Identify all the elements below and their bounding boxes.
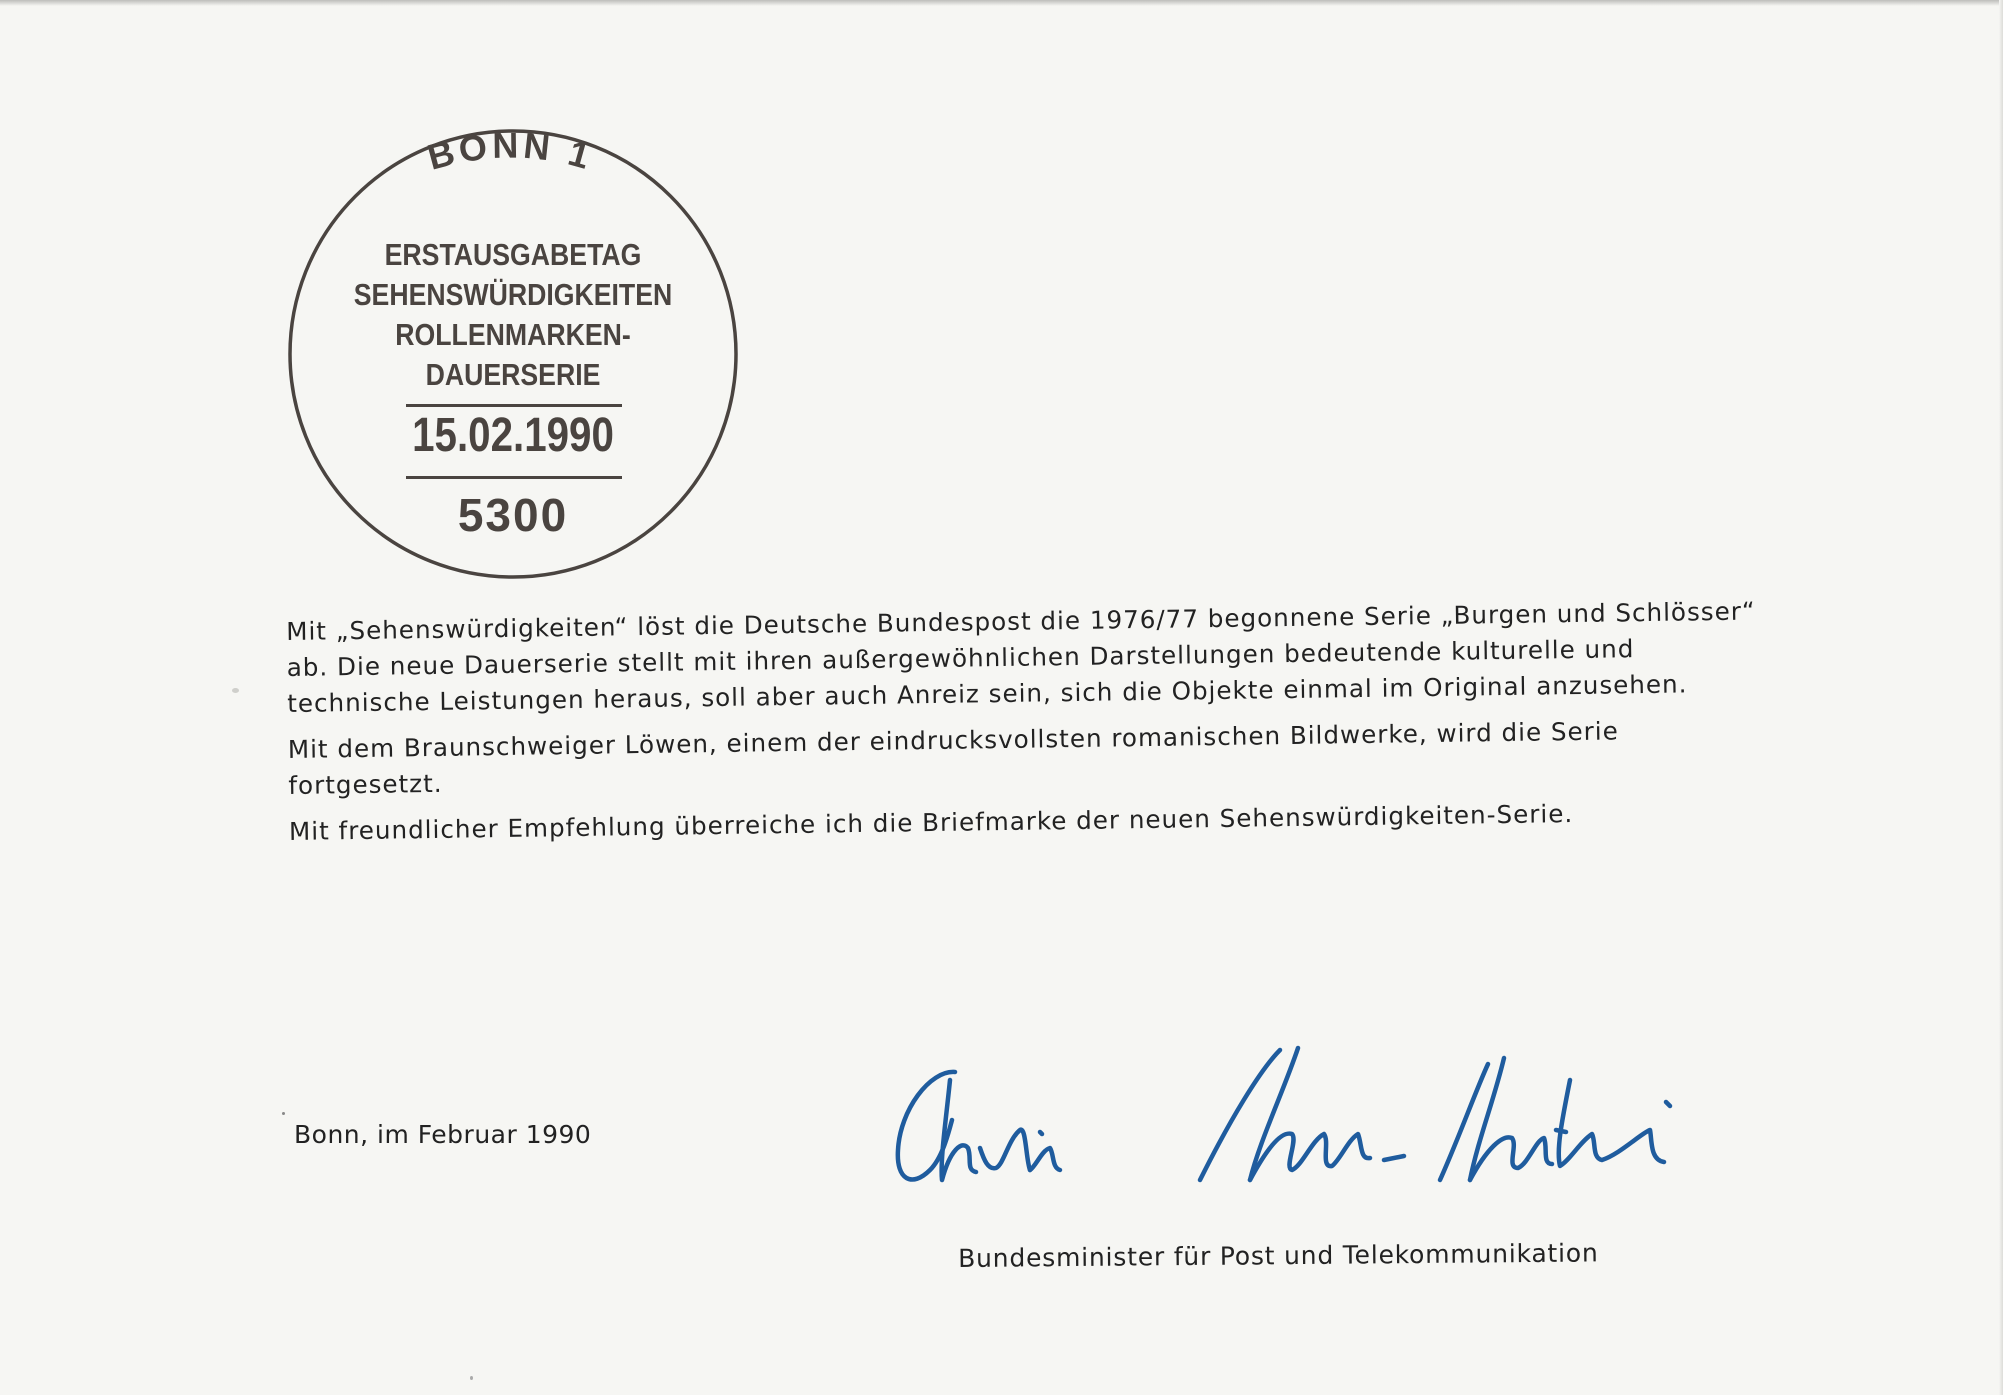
paper-speck [470,1376,473,1380]
right-edge [1999,0,2003,1395]
letter-body [286,593,1759,860]
postmark-line-1: ERSTAUSGABETAG [384,237,642,272]
postmark-upper-rule [406,404,622,407]
letter-paragraph-1: Mit „Sehenswürdigkeiten“ löst die Deutsche Bundespost die 1976/77 begonnene Serie „Burgen und Schlösser“ ab. Die neue Dauerserie stellt mit ihren außergewöhnlichen Darstellungen bedeutende kulturelle und technische Leistungen heraus, soll aber auch Anreiz sein, sich die Objekte einmal im Original anzusehen. [286,596,1756,718]
letter-paragraph-2: Mit dem Braunschweiger Löwen, einem der eindrucksvollsten romanischen Bildwerke, wird die Serie fortgesetzt. [287,716,1619,800]
postmark-line-2: SEHENSWÜRDIGKEITEN [353,277,673,312]
postmark-line-4: DAUERSERIE [425,357,601,392]
postmark-line-3: ROLLENMARKEN- [395,317,631,352]
postmark-lower-rule [406,476,622,479]
postmark-stamp [278,126,748,582]
place-and-date: Bonn, im Februar 1990 [294,1120,592,1149]
postmark-city: BONN 1 [423,126,599,178]
paper-speck [282,1112,285,1115]
signer-title: Bundesminister für Post und Telekommunikation [958,1238,1599,1273]
svg-text:BONN 1 [423,126,598,178]
paper-speck [232,688,239,693]
letter-paragraph-3: Mit freundlicher Empfehlung überreiche ich die Briefmarke der neuen Sehenswürdigkeiten-Serie. [288,799,1574,846]
handwritten-signature-icon [880,1030,1760,1230]
postmark-postcode: 5300 [457,489,569,541]
postmark-date: 15.02.1990 [412,409,614,462]
top-shadow [0,0,2003,6]
